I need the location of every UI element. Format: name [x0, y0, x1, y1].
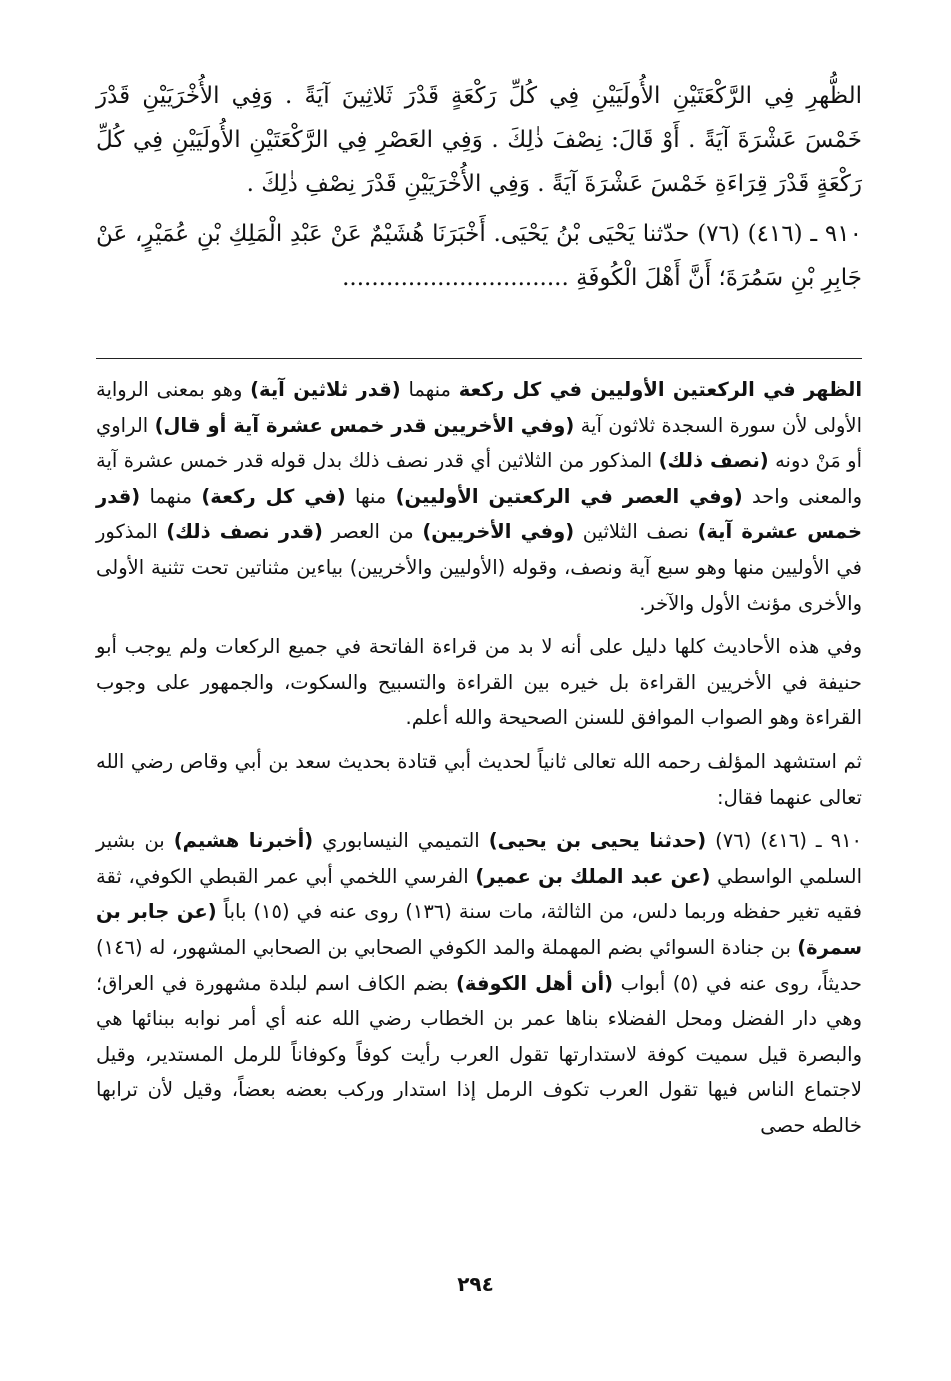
hadith-text-block [96, 74, 862, 306]
commentary-paragraph-2: وفي هذه الأحاديث كلها دليل على أنه لا بد من قراءة الفاتحة في جميع الركعات ولم يوجب أبو حنيفة في الأخريين القراءة بل خيره بين القراءة والتسبيح والسكوت، والجمهور على وجوب القراءة وهو الصواب الموافق للسنن الصحيحة والله أعلم. [96, 635, 862, 730]
bold-quote: (وفي الأخريين قدر خمس عشرة آية أو قال) [154, 413, 575, 437]
text-segment: منهما [400, 378, 459, 401]
text-segment: نصف الثلاثين [574, 520, 698, 544]
text-segment: منهما [140, 484, 202, 508]
bold-quote: (وفي الأخريين) [422, 520, 575, 544]
text-segment: بن جنادة السوائي بضم المهملة والمد الكوفي الصحابي بن الصحابي المشهور، له (١٤٦) حديثاً، روى عنه في (٥) أبواب [96, 935, 862, 995]
commentary-paragraph-4 [96, 823, 862, 1143]
bold-quote: (عن جابر بن سمرة) [96, 900, 862, 959]
commentary-paragraph-1 [96, 372, 862, 621]
hadith-heading: ٩١٠ ـ (٤١٦) (٧٦) حدّثنا يَحْيَى بْنُ يَحْيَى. أَخْبَرَنَا هُشَيْمٌ عَنْ عَبْدِ الْمَلِكِ بْنِ عُمَيْرٍ، عَنْ جَابِرِ بْنِ سَمُرَةَ؛ أَنَّ أَهْلَ الْكُوفَةِ ............................... [96, 221, 862, 291]
bold-quote: (قدر ثلاثين آية) [250, 378, 401, 401]
bold-quote: الظهر في الركعتين الأوليين في كل ركعة [458, 378, 863, 401]
bold-quote: (قدر نصف ذلك) [166, 520, 323, 544]
footnote-divider [96, 358, 862, 359]
page-number: ٢٩٤ [457, 1272, 494, 1296]
commentary-paragraph-3: ثم استشهد المؤلف رحمه الله تعالى ثانياً لحديث أبي قتادة بحديث سعد بن أبي وقاص رضي الله تعالى عنهما فقال: [96, 749, 862, 809]
text-segment: منها [345, 484, 396, 508]
text-segment: التميمي النيسابوري [313, 829, 489, 853]
bold-quote: (عن عبد الملك بن عمير) [475, 864, 711, 888]
text-segment: الراوي أو مَنْ دونه [96, 413, 863, 473]
bold-quote: (وفي العصر في الركعتين الأوليين) [395, 484, 743, 508]
bold-quote: (قدر خمس عشرة آية) [96, 484, 863, 544]
text-segment: المذكور في الأوليين منها وهو سبع آية ونصف، وقوله (الأوليين والأخريين) بياءين مثناتين تحت تثنية الأولى والأخرى مؤنث الأول والآخر. [96, 520, 862, 615]
text-segment: الفرسي اللخمي أبي عمر القبطي الكوفي، ثقة فقيه تغير حفظه وربما دلس، من الثالثة، مات سنة (١٣٦) روى عنه في (١٥) باباً [96, 864, 863, 924]
text-segment: من العصر [322, 520, 423, 544]
bold-quote: (في كل ركعة) [201, 484, 346, 508]
bold-quote: (نصف ذلك) [658, 449, 769, 473]
commentary-block [96, 372, 862, 1151]
bold-quote: (أن أهل الكوفة) [455, 971, 614, 995]
bold-quote: (حدثنا يحيى بن يحيى) [488, 829, 707, 853]
text-segment: بن بشير السلمي الواسطي [96, 829, 862, 888]
text-segment: ٩١٠ ـ (٤١٦) (٧٦) [706, 829, 863, 853]
hadith-paragraph: الظُّهرِ فِي الرَّكْعَتَيْنِ الأُولَيَيْنِ فِي كُلِّ رَكْعَةٍ قَدْرَ ثَلاثِينَ آيَةً . وَفِي الأُخْرَيَيْنِ قَدْرَ خَمْسَ عَشْرَةَ آيَةً . أَوْ قَالَ: نِصْفَ ذٰلِكَ . وَفِي العَصْرِ فِي الرَّكْعَتَيْنِ الأُولَيَيْنِ فِي كُلِّ رَكْعَةٍ قَدْرَ قِرَاءَةِ خَمْسَ عَشْرَةَ آيَةً . وَفِي الأُخْرَيَيْنِ قَدْرَ نِصْفِ ذٰلِكَ . [96, 83, 862, 197]
bold-quote: (أخبرنا هشيم) [173, 829, 314, 853]
text-segment: بضم الكاف اسم لبلدة مشهورة في العراق؛ وهي دار الفضل ومحل الفضلاء بناها عمر بن الخطاب رضي الله عنه أي أمر نوابه ببنائها هي والبصرة قيل سميت كوفة لاستدارتها تقول العرب رأيت كوفاً وكوفاناً للرمل المستدير، وقيل لاجتماع الناس فيها تقول العرب تكوف الرمل إذا استدار وركب بعضه بعضاً، وقيل لأن ترابها خالطه حصى [96, 971, 862, 1137]
text-segment: وهو بمعنى الرواية الأولى لأن سورة السجدة ثلاثون آية [96, 378, 862, 437]
text-segment: المذكور من الثلاثين أي قدر نصف ذلك بدل قوله قدر خمس عشرة آية والمعنى واحد [96, 449, 862, 508]
